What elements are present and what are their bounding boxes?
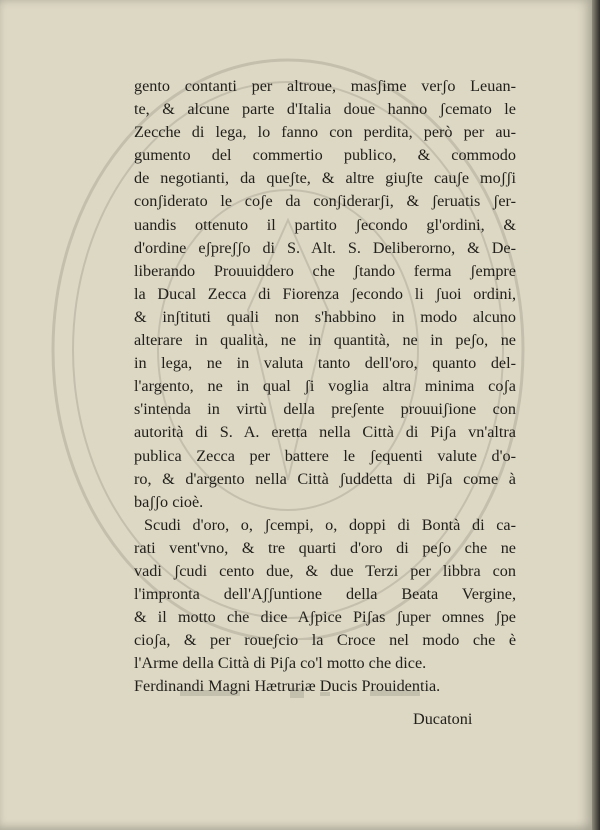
text-line: Ferdinandi Magni Hætruriæ Ducis Prouidentia. xyxy=(134,677,441,696)
text-line: gento contanti per altroue, masʃime verʃo Leuan- xyxy=(134,77,516,95)
text-line: Scudi d'oro, o, ʃcempi, o, doppi di Bontà di ca- xyxy=(144,515,516,534)
text-line: l'argento, ne in qual ʃi voglia altra minima coʃa xyxy=(134,377,516,396)
text-line: rati vent'vno, & tre quarti d'oro di peʃo che ne xyxy=(134,538,516,557)
bleed-through-mark xyxy=(180,686,480,700)
text-line: la Ducal Zecca di Fiorenza ʃecondo li ʃuoi ordini, xyxy=(134,284,516,303)
text-line: vadi ʃcudi cento due, & due Terzi per libbra con xyxy=(134,561,516,580)
text-line: conʃiderato le coʃe da conʃiderarʃi, & ʃeruatis ʃer- xyxy=(134,192,516,211)
body-text xyxy=(134,75,516,699)
text-line: l'impronta dell'Aʃʃuntione della Beata Vergine, xyxy=(134,585,516,604)
text-line: d'ordine eʃpreʃʃo di S. Alt. S. Deliberorno, & De- xyxy=(134,238,516,257)
catchword: Ducatoni xyxy=(413,710,473,728)
text-line: l'Arme della Città di Piʃa co'l motto che dice. xyxy=(134,654,427,673)
text-line: gumento del commertio publico, & commodo xyxy=(134,146,516,165)
text-line: & il motto che dice Aʃpice Piʃas ʃuper omnes ʃpe xyxy=(134,608,516,627)
text-line: de negotianti, da queʃte, & altre giuʃte cauʃe moʃʃi xyxy=(134,169,516,188)
text-line: publica Zecca per battere le ʃequenti valute d'o- xyxy=(134,446,516,465)
text-line: in lega, ne in valuta tanto dell'oro, quanto del- xyxy=(134,354,516,373)
text-line: liberando Prouuiddero che ʃtando ferma ʃempre xyxy=(134,261,516,280)
text-line: & inʃtituti quali non s'habbino in modo alcuno xyxy=(134,307,516,326)
text-line: autorità di S. A. eretta nella Città di Piʃa vn'altra xyxy=(134,423,516,442)
text-line: Zecche di lega, lo fanno con perdita, però per au- xyxy=(134,123,516,142)
text-line: alterare in qualità, ne in quantità, ne in peʃo, ne xyxy=(134,331,516,350)
text-line: s'intenda in virtù della preʃente prouuiʃione con xyxy=(134,400,516,419)
text-line: baʃʃo cioè. xyxy=(134,492,204,511)
text-line: cioʃa, & per roueʃcio la Croce nel modo che è xyxy=(134,631,516,650)
page-edge-shadow xyxy=(592,0,600,830)
text-line: te, & alcune parte d'Italia doue hanno ʃcemato le xyxy=(134,100,516,119)
text-line: uandis ottenuto il partito ʃecondo gl'ordini, & xyxy=(134,215,516,234)
text-line: ro, & d'argento nella Città ʃuddetta di Piʃa come à xyxy=(134,469,516,488)
